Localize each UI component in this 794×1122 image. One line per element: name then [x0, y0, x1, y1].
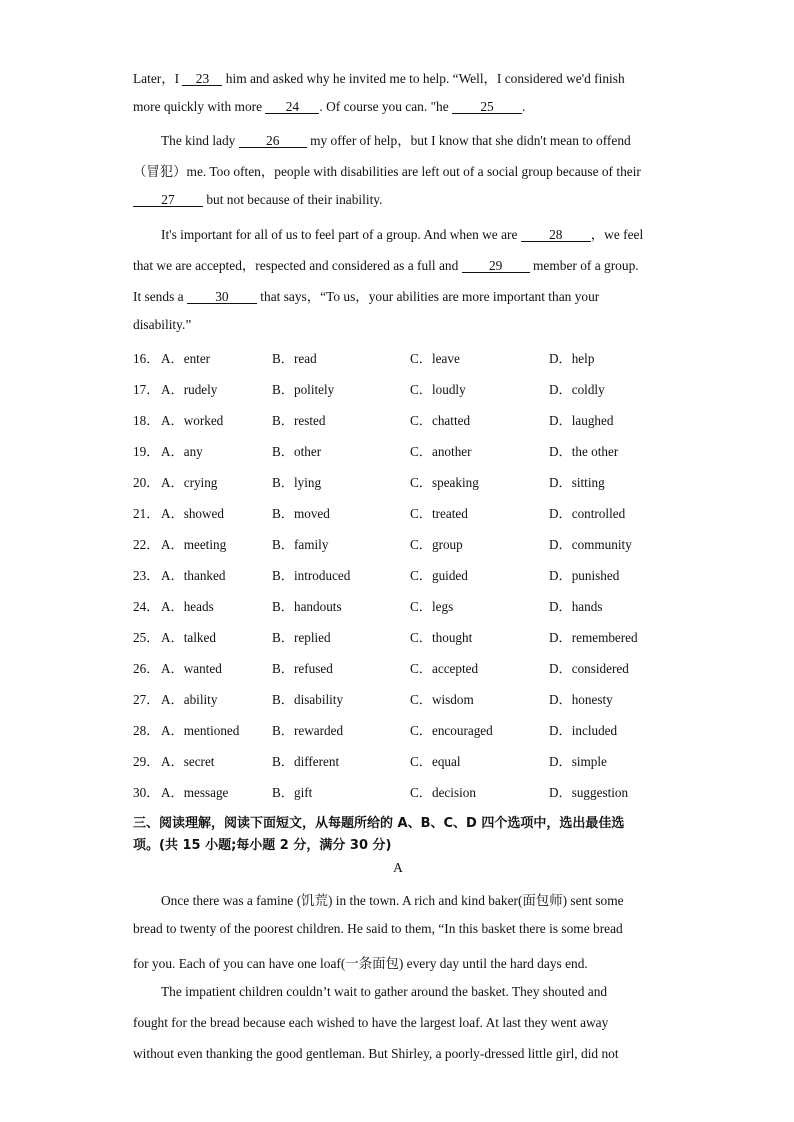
option-c[interactable]: C．decision: [410, 785, 476, 800]
option-c[interactable]: C．leave: [410, 351, 460, 366]
option-d[interactable]: D．honesty: [549, 692, 613, 707]
question-row: [133, 348, 663, 368]
option-a[interactable]: A．message: [161, 785, 229, 800]
question-number: 18．: [133, 413, 160, 428]
option-a[interactable]: A．secret: [161, 754, 215, 769]
question-row: [133, 379, 663, 399]
option-a[interactable]: A．thanked: [161, 568, 226, 583]
option-a[interactable]: A．ability: [161, 692, 218, 707]
question-number: 30．: [133, 785, 160, 800]
option-a[interactable]: A．talked: [161, 630, 216, 645]
option-d[interactable]: D．remembered: [549, 630, 638, 645]
passage-part-label: A: [393, 860, 403, 875]
option-a[interactable]: A．heads: [161, 599, 214, 614]
question-row: [133, 503, 663, 523]
option-b[interactable]: B．handouts: [272, 599, 342, 614]
option-b[interactable]: B．read: [272, 351, 317, 366]
option-d[interactable]: D．simple: [549, 754, 607, 769]
option-a[interactable]: A．showed: [161, 506, 225, 521]
option-c[interactable]: C．equal: [410, 754, 461, 769]
passage-line-3: The kind lady 26 my offer of help，but I know that she didn't mean to offend: [161, 133, 631, 148]
question-number: 20．: [133, 475, 160, 490]
option-c[interactable]: C．guided: [410, 568, 468, 583]
option-b[interactable]: B．family: [272, 537, 329, 552]
option-c[interactable]: C．another: [410, 444, 472, 459]
option-d[interactable]: D．community: [549, 537, 632, 552]
option-c[interactable]: C．accepted: [410, 661, 479, 676]
blank-23: 23: [182, 72, 222, 86]
question-number: 17．: [133, 382, 160, 397]
question-number: 29．: [133, 754, 160, 769]
option-c[interactable]: C．loudly: [410, 382, 466, 397]
option-a[interactable]: A．rudely: [161, 382, 218, 397]
passage-line-7: that we are accepted，respected and considered as a full and 29 member of a group.: [133, 258, 639, 273]
question-number: 19．: [133, 444, 160, 459]
question-row: [133, 627, 663, 647]
question-number: 28．: [133, 723, 160, 738]
blank-26: 26: [239, 134, 307, 148]
option-d[interactable]: D．considered: [549, 661, 629, 676]
passage-line-8: It sends a 30 that says，“To us，your abilities are more important than your: [133, 289, 600, 304]
passage-line-4: （冒犯）me. Too often，people with disabilities are left out of a social group because of their: [133, 164, 641, 179]
question-row: [133, 689, 663, 709]
option-c[interactable]: C．chatted: [410, 413, 471, 428]
question-number: 23．: [133, 568, 160, 583]
option-d[interactable]: D．hands: [549, 599, 603, 614]
question-row: [133, 410, 663, 430]
option-a[interactable]: A．mentioned: [161, 723, 240, 738]
option-c[interactable]: C．encouraged: [410, 723, 493, 738]
option-b[interactable]: B．refused: [272, 661, 333, 676]
passage-line-2: more quickly with more 24 . Of course you can. "he 25 .: [133, 99, 526, 114]
question-row: [133, 596, 663, 616]
option-a[interactable]: A．enter: [161, 351, 211, 366]
option-a[interactable]: A．wanted: [161, 661, 222, 676]
question-row: [133, 534, 663, 554]
option-d[interactable]: D．punished: [549, 568, 620, 583]
reading-line-4: The impatient children couldn’t wait to gather around the basket. They shouted and: [161, 984, 608, 999]
question-number: 26．: [133, 661, 160, 676]
option-a[interactable]: A．crying: [161, 475, 218, 490]
blank-27: 27: [133, 193, 203, 207]
option-c[interactable]: C．thought: [410, 630, 473, 645]
reading-line-2: bread to twenty of the poorest children. He said to them, “In this basket there is some bread: [133, 921, 623, 936]
option-a[interactable]: A．worked: [161, 413, 224, 428]
option-c[interactable]: C．group: [410, 537, 463, 552]
question-number: 24．: [133, 599, 160, 614]
blank-30: 30: [187, 290, 257, 304]
option-d[interactable]: D．coldly: [549, 382, 605, 397]
option-c[interactable]: C．treated: [410, 506, 468, 521]
option-d[interactable]: D．sitting: [549, 475, 605, 490]
reading-line-5: fought for the bread because each wished to have the largest loaf. At last they went away: [133, 1015, 609, 1030]
passage-line-5: 27 but not because of their inability.: [133, 192, 383, 208]
question-number: 16．: [133, 351, 160, 366]
option-b[interactable]: B．gift: [272, 785, 313, 800]
option-b[interactable]: B．introduced: [272, 568, 351, 583]
option-a[interactable]: A．any: [161, 444, 203, 459]
option-b[interactable]: B．politely: [272, 382, 335, 397]
option-d[interactable]: D．suggestion: [549, 785, 629, 800]
option-d[interactable]: D．the other: [549, 444, 619, 459]
passage-line-1: Later，I 23 him and asked why he invited me to help. “Well，I considered we'd finish: [133, 71, 625, 86]
option-b[interactable]: B．disability: [272, 692, 344, 707]
option-b[interactable]: B．rewarded: [272, 723, 344, 738]
section-heading-line-2: 项。(共 15 小题;每小题 2 分，满分 30 分): [133, 838, 392, 853]
blank-29: 29: [462, 259, 530, 273]
question-row: [133, 441, 663, 461]
section-heading-line-1: 三、阅读理解，阅读下面短文，从每题所给的 A、B、C、D 四个选项中，选出最佳选: [133, 816, 625, 831]
option-c[interactable]: C．wisdom: [410, 692, 474, 707]
blank-24: 24: [265, 100, 319, 114]
option-b[interactable]: B．lying: [272, 475, 322, 490]
option-d[interactable]: D．included: [549, 723, 618, 738]
option-b[interactable]: B．rested: [272, 413, 326, 428]
question-row: [133, 472, 663, 492]
question-number: 22．: [133, 537, 160, 552]
reading-line-6: without even thanking the good gentleman. But Shirley, a poorly-dressed little girl, did not: [133, 1046, 619, 1061]
option-c[interactable]: C．speaking: [410, 475, 479, 490]
option-b[interactable]: B．replied: [272, 630, 331, 645]
question-row: [133, 751, 663, 771]
reading-line-1: Once there was a famine (饥荒) in the town. A rich and kind baker(面包师) sent some: [161, 893, 624, 908]
reading-line-3: for you. Each of you can have one loaf(一条面包) every day until the hard days end.: [133, 956, 588, 971]
option-d[interactable]: D．laughed: [549, 413, 614, 428]
blank-25: 25: [452, 100, 522, 114]
question-row: [133, 782, 663, 802]
question-number: 21．: [133, 506, 160, 521]
question-row: [133, 565, 663, 585]
option-d[interactable]: D．controlled: [549, 506, 626, 521]
blank-28: 28: [521, 228, 591, 242]
question-row: [133, 658, 663, 678]
option-a[interactable]: A．meeting: [161, 537, 227, 552]
passage-line-6: It's important for all of us to feel part of a group. And when we are 28 ，we feel: [161, 227, 644, 242]
passage-line-9: disability.”: [133, 317, 192, 332]
option-d[interactable]: D．help: [549, 351, 595, 366]
option-c[interactable]: C．legs: [410, 599, 454, 614]
question-row: [133, 720, 663, 740]
option-b[interactable]: B．moved: [272, 506, 330, 521]
question-number: 25．: [133, 630, 160, 645]
question-number: 27．: [133, 692, 160, 707]
option-b[interactable]: B．different: [272, 754, 340, 769]
option-b[interactable]: B．other: [272, 444, 322, 459]
